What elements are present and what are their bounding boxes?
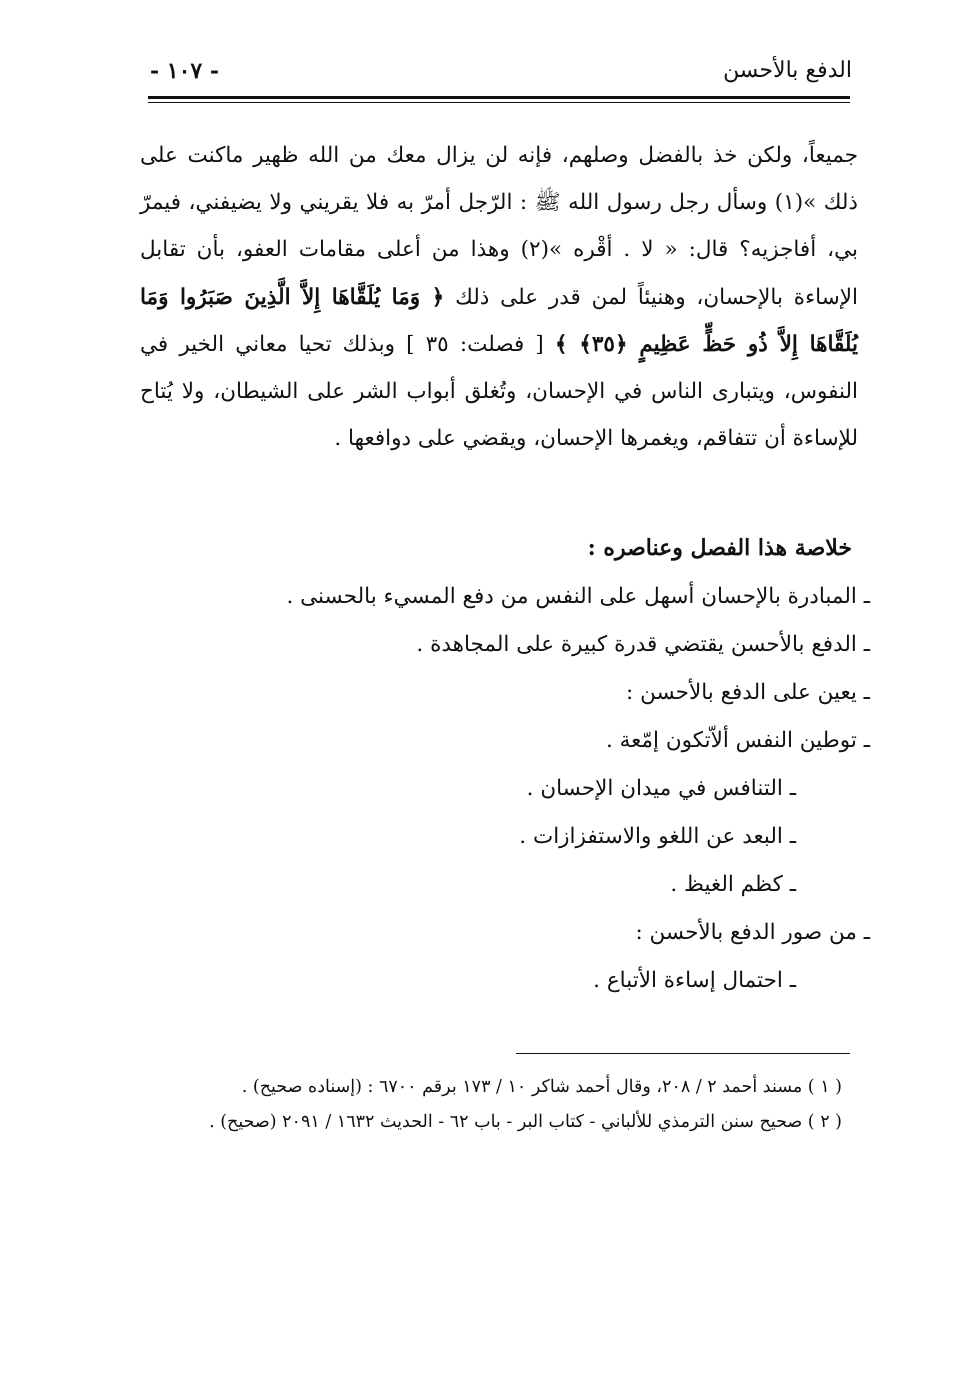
footnote-2: ( ٢ ) صحيح سنن الترمذي للألباني - كتاب البر - باب ٦٢ - الحديث ١٦٣٢ / ٢٠٩١ (صحيح) . [209, 1111, 842, 1132]
list-item: ـ يعين على الدفع بالأحسن : [626, 680, 870, 705]
summary-list [150, 584, 870, 1004]
summary-heading: خلاصة هذا الفصل وعناصره : [587, 535, 852, 561]
list-item: ـ احتمال إساءة الأتباع . [593, 968, 796, 993]
list-item: ـ من صور الدفع بالأحسن : [635, 920, 870, 945]
list-item: ـ التنافس في ميدان الإحسان . [526, 776, 796, 801]
paragraph-text-2: [ فصلت: ٣٥ ] وبذلك تحيا معاني الخير في النفوس، ويتبارى الناس في الإحسان، وتُغلق أبواب الشر على الشيطان، ولا يُتاح للإساءة أن تتفاقم، ويغمرها الإحسان، ويقضي على دوافعها . [140, 331, 858, 452]
quran-verse: ﴿ وَمَا يُلَقَّاهَا إِلاَّ الَّذِينَ صَبَرُوا وَمَا يُلَقَّاهَا إِلاَّ ذُو حَظٍّ عَظِيمٍ ﴿٣٥﴾ ﴾ [140, 284, 858, 357]
list-item: ـ كظم الغيظ . [670, 872, 796, 897]
list-item: ـ توطين النفس ألاّتكون إمّعة . [605, 728, 870, 753]
main-paragraph [140, 132, 858, 462]
header-rule-thick [148, 96, 850, 99]
page-number: - ١٠٧ - [150, 58, 220, 84]
header-rule-thin [148, 102, 850, 103]
footnote-1: ( ١ ) مسند أحمد ٢ / ٢٠٨، وقال أحمد شاكر ١٠ / ١٧٣ برقم ٦٧٠٠ : (إسناده صحيح) . [241, 1077, 842, 1097]
paragraph-text-1: جميعاً، ولكن خذ بالفضل وصلهم، فإنه لن يزال معك من الله ظهير ماكنت على ذلك »(١) وسأل رجل رسول الله ﷺ : الرّجل أمرّ به فلا يقريني ولا يضيفني، فيمرّ بي، أفاجزيه؟ قال: « لا . أقْره »(٢) وهذا من أعلى مقامات العفو، بأن تقابل الإساءة بالإحسان، وهنيئاً لمن قدر على ذلك [140, 143, 858, 310]
list-item: ـ المبادرة بالإحسان أسهل على النفس من دفع المسيء بالحسنى . [286, 584, 870, 609]
list-item: ـ الدفع بالأحسن يقتضي قدرة كبيرة على المجاهدة . [416, 632, 870, 657]
running-header-title: الدفع بالأحسن [723, 58, 852, 83]
list-item: ـ البعد عن اللغو والاستفزازات . [519, 824, 796, 849]
footnote-divider [516, 1053, 850, 1054]
footnotes [130, 1070, 842, 1139]
